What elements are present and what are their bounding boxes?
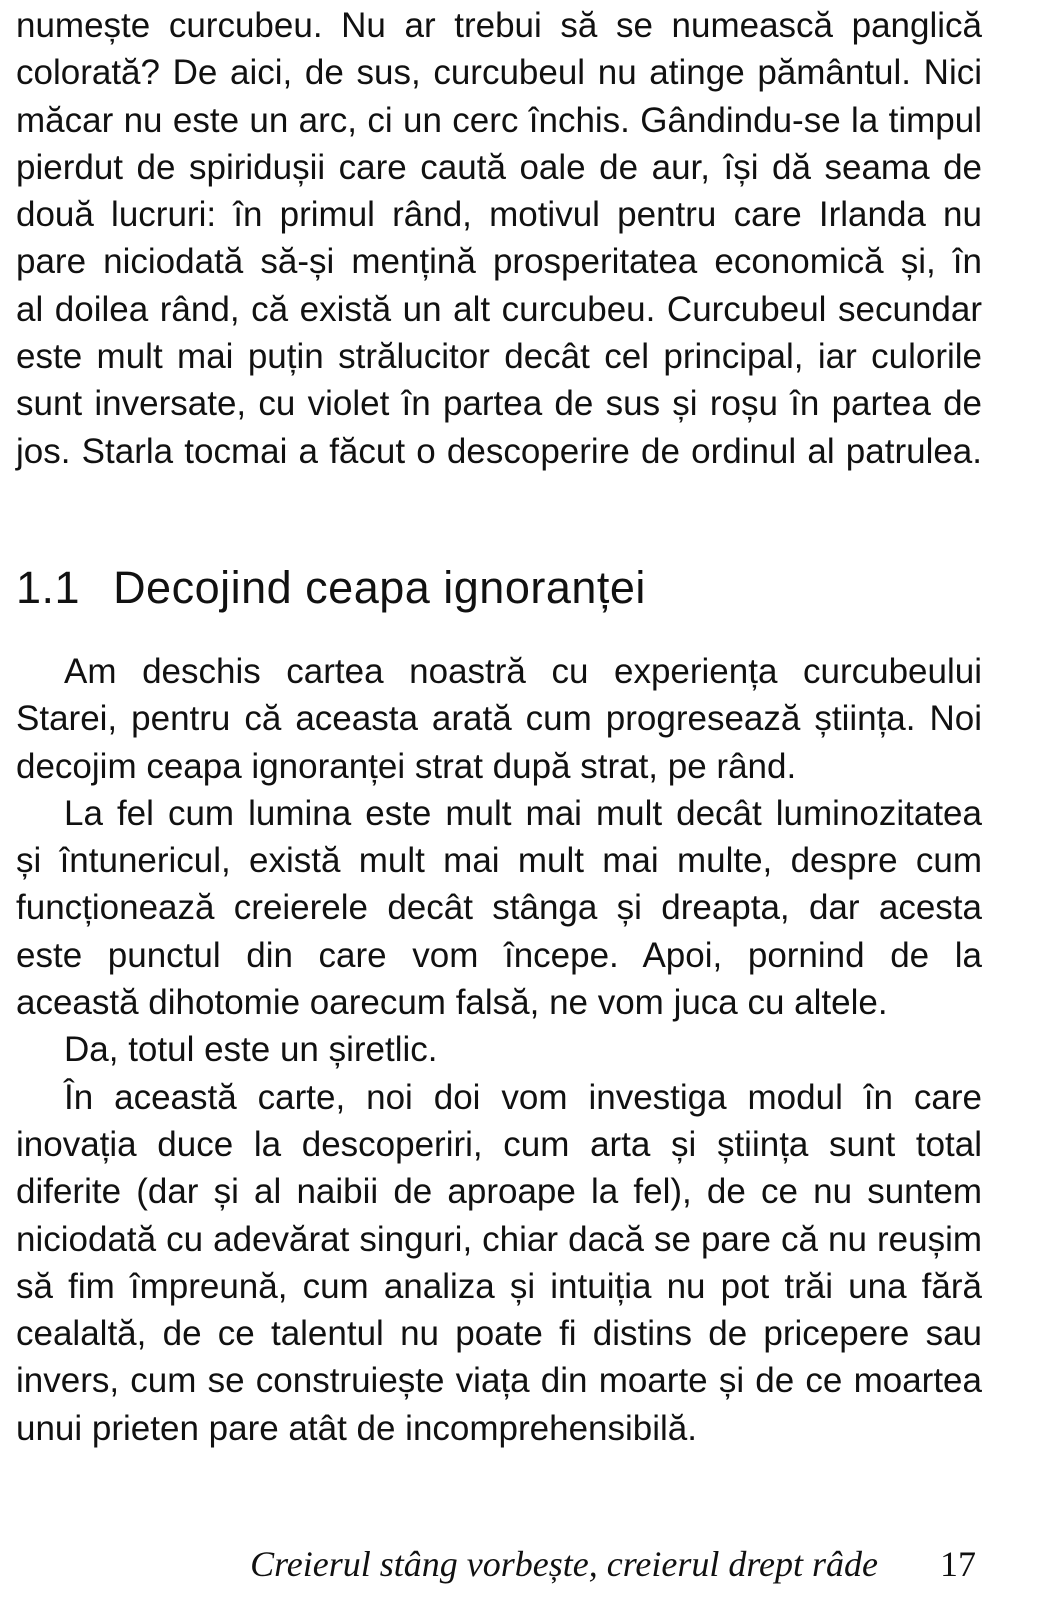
- body-line: măcar nu este un arc, ci un cerc închis. Gândindu-se la timpul: [16, 100, 982, 140]
- paragraph: [16, 1074, 982, 1452]
- body-line: funcționează creierele decât stânga și dreapta, dar acesta: [16, 888, 982, 928]
- body-line: al doilea rând, că există un alt curcubeu. Curcubeul secundar: [16, 289, 982, 329]
- body-line: este mult mai puțin strălucitor decât cel principal, iar culorile: [16, 337, 982, 377]
- body-line: inovația duce la descoperiri, cum arta și știința sunt total: [16, 1124, 982, 1164]
- body-line: este punctul din care vom începe. Apoi, pornind de la: [16, 935, 982, 975]
- section-title: Decojind ceapa ignoranței: [113, 561, 646, 613]
- body-line: În această carte, noi doi vom investiga modul în care: [64, 1077, 982, 1117]
- text-column: [16, 2, 982, 1452]
- running-title: Creierul stâng vorbește, creierul drept râde: [250, 1544, 878, 1584]
- body-line: să fim împreună, cum analiza și intuiția nu pot trăi una fără: [16, 1266, 982, 1306]
- body-line: Da, totul este un șiretlic.: [64, 1030, 438, 1070]
- body-line: și întunericul, există mult mai mult mai multe, despre cum: [16, 841, 982, 881]
- section-number: 1.1: [16, 561, 81, 613]
- body-line: jos. Starla tocmai a făcut o descoperire de ordinul al patrulea.: [16, 431, 982, 471]
- body-line: decojim ceapa ignoranței strat după strat, pe rând.: [16, 746, 797, 786]
- body-line: unui prieten pare atât de incomprehensibilă.: [16, 1408, 697, 1448]
- body-line: niciodată cu adevărat singuri, chiar dacă se pare că nu reușim: [16, 1219, 982, 1259]
- body-line: Starei, pentru că aceasta arată cum progresează știința. Noi: [16, 699, 982, 739]
- body-line: diferite (dar și al naibii de aproape la fel), de ce nu suntem: [16, 1172, 982, 1212]
- body-line: colorată? De aici, de sus, curcubeul nu atinge pământul. Nici: [16, 53, 982, 93]
- paragraph: [16, 2, 982, 475]
- body-line: sunt inversate, cu violet în partea de sus și roșu în partea de: [16, 384, 982, 424]
- body-line: invers, cum se construiește viața din moarte și de ce moartea: [16, 1361, 982, 1401]
- page-number: 17: [940, 1544, 976, 1584]
- section-heading: [16, 559, 982, 617]
- body-line: Am deschis cartea noastră cu experiența curcubeului: [64, 651, 982, 691]
- body-line: cealaltă, de ce talentul nu poate fi distins de pricepere sau: [16, 1314, 982, 1354]
- paragraph: [16, 790, 982, 1026]
- body-line: La fel cum lumina este mult mai mult decât luminozitatea: [64, 793, 982, 833]
- paragraph: [16, 1026, 982, 1073]
- body-line: această dihotomie oarecum falsă, ne vom juca cu altele.: [16, 983, 888, 1023]
- body-line: pare niciodată să-și mențină prosperitatea economică și, în: [16, 242, 982, 282]
- page-footer: [0, 1541, 1056, 1587]
- body-line: două lucruri: în primul rând, motivul pentru care Irlanda nu: [16, 195, 982, 235]
- paragraph: [16, 648, 982, 790]
- body-line: numește curcubeu. Nu ar trebui să se numească panglică: [16, 6, 982, 45]
- body-line: pierdut de spiridușii care caută oale de aur, își dă seama de: [16, 147, 982, 187]
